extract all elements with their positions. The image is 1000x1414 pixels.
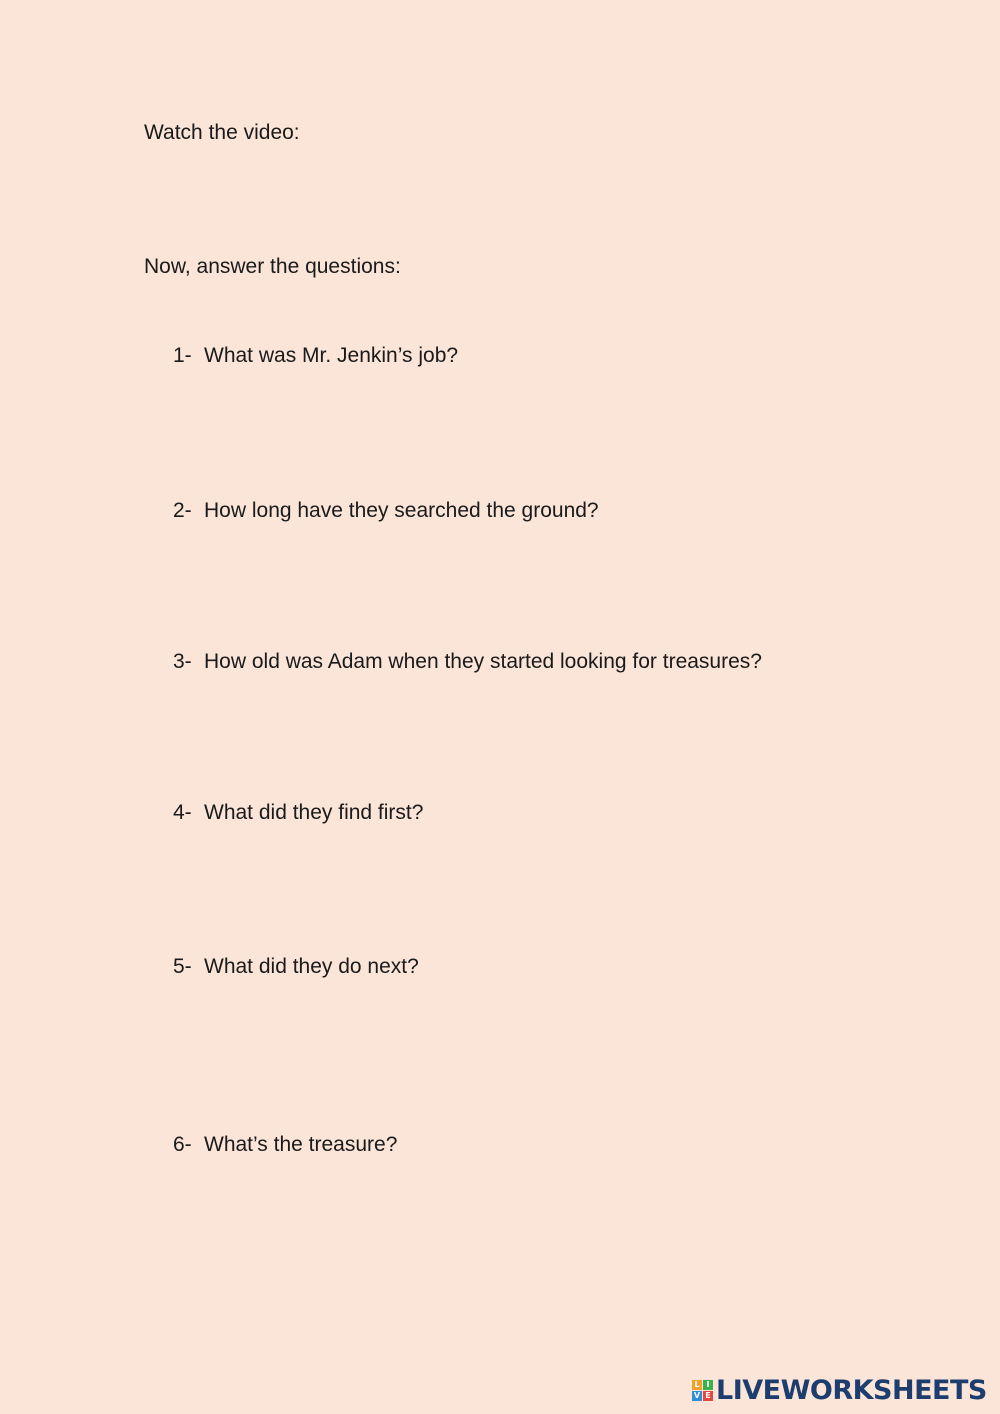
logo-letter: E xyxy=(703,1391,713,1401)
logo-letter: I xyxy=(703,1380,713,1390)
liveworksheets-grid-icon xyxy=(692,1380,713,1401)
watch-video-instruction: Watch the video: xyxy=(144,121,300,144)
logo-wordmark: LIVEWORKSHEETS xyxy=(716,1374,987,1406)
liveworksheets-logo[interactable] xyxy=(692,1374,987,1406)
question-text: What did they do next? xyxy=(204,955,419,978)
question-item xyxy=(173,343,458,369)
question-text: How old was Adam when they started looking for treasures? xyxy=(204,650,762,673)
question-item xyxy=(173,498,599,524)
question-number: 5- xyxy=(173,955,192,978)
question-text: What was Mr. Jenkin’s job? xyxy=(204,344,459,367)
question-item xyxy=(173,649,762,675)
question-number: 4- xyxy=(173,801,192,824)
logo-letter: V xyxy=(693,1390,701,1400)
question-number: 6- xyxy=(173,1133,192,1156)
question-text: What did they find first? xyxy=(204,801,424,824)
question-number: 1- xyxy=(173,344,192,367)
question-number: 2- xyxy=(173,499,192,522)
question-text: How long have they searched the ground? xyxy=(204,499,599,522)
question-item xyxy=(173,954,419,980)
question-number: 3- xyxy=(173,650,192,673)
answer-questions-instruction: Now, answer the questions: xyxy=(144,255,401,278)
logo-letter: L xyxy=(692,1380,702,1390)
question-item xyxy=(173,800,423,826)
question-text: What’s the treasure? xyxy=(204,1133,398,1156)
question-item xyxy=(173,1132,397,1158)
